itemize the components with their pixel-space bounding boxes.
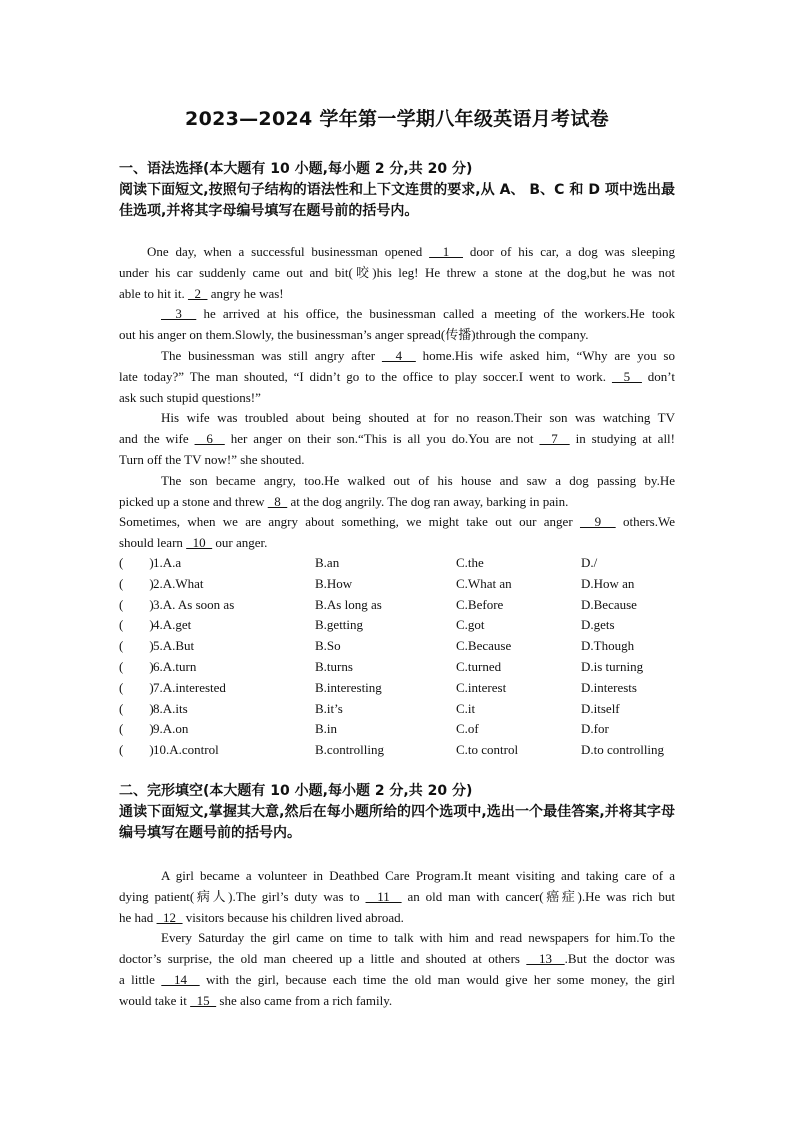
answer-bracket[interactable]: ( ) bbox=[119, 679, 154, 695]
answer-blank: 15 bbox=[190, 992, 217, 1008]
answer-bracket[interactable]: ( ) bbox=[119, 721, 154, 737]
answer-bracket[interactable]: ( ) bbox=[119, 742, 154, 758]
answer-blank: 10 bbox=[186, 535, 213, 551]
option-b: B.in bbox=[315, 721, 338, 737]
passage-line: late today?” The man shouted, “I didn’t go to the office to play soccer.I went to work. 5 don’t bbox=[119, 368, 675, 384]
question-row bbox=[119, 678, 675, 699]
option-c: C.Before bbox=[456, 596, 504, 612]
answer-blank: 4 bbox=[381, 347, 416, 363]
passage-line: would take it 15 she also came from a rich family. bbox=[119, 992, 393, 1008]
passage-line: and the wife 6 her anger on their son.“This is all you do.You are not 7 in studying at all! bbox=[119, 431, 675, 447]
option-b: B.turns bbox=[315, 658, 353, 674]
question-row bbox=[119, 595, 675, 616]
answer-blank: 5 bbox=[611, 368, 642, 384]
question-row bbox=[119, 553, 675, 574]
option-c: C.Because bbox=[456, 638, 512, 654]
option-b: B.How bbox=[315, 575, 353, 591]
option-d: D.itself bbox=[581, 700, 620, 716]
section1-passage bbox=[119, 242, 675, 554]
option-d: D.for bbox=[581, 721, 609, 737]
answer-blank: 13 bbox=[526, 951, 565, 967]
answer-blank: 7 bbox=[539, 431, 570, 447]
option-c: C.to control bbox=[456, 742, 519, 758]
option-c: C.What an bbox=[456, 575, 512, 591]
answer-blank: 11 bbox=[365, 888, 402, 904]
page-title: 2023—2024 学年第一学期八年级英语月考试卷 bbox=[185, 108, 609, 130]
option-d: D.Though bbox=[581, 638, 635, 654]
passage-line: One day, when a successful businessman opened 1 door of his car, a dog was sleeping bbox=[147, 244, 676, 259]
option-b: B.getting bbox=[315, 617, 364, 633]
passage-line: should learn 10 our anger. bbox=[119, 535, 268, 551]
option-d: D.is turning bbox=[581, 658, 644, 674]
option-c: C.interest bbox=[456, 679, 507, 695]
option-b: B.interesting bbox=[315, 679, 382, 695]
question-row bbox=[119, 740, 675, 761]
question-row bbox=[119, 636, 675, 657]
answer-bracket[interactable]: ( ) bbox=[119, 617, 154, 633]
question-row bbox=[119, 657, 675, 678]
answer-blank: 1 bbox=[429, 244, 463, 259]
answer-blank: 14 bbox=[161, 971, 200, 987]
passage-line: ask such stupid questions!” bbox=[119, 389, 261, 405]
question-row bbox=[119, 574, 675, 595]
option-d: D.Because bbox=[581, 596, 637, 612]
option-b: B.it’s bbox=[315, 700, 343, 716]
option-c: C.it bbox=[456, 700, 476, 716]
answer-blank: 6 bbox=[194, 431, 225, 447]
passage-line: doctor’s surprise, the old man cheered up a little and shouted at others 13 .But the doctor was bbox=[119, 951, 675, 967]
answer-blank: 3 bbox=[161, 306, 197, 322]
option-b: B.controlling bbox=[315, 742, 384, 758]
answer-bracket[interactable]: ( ) bbox=[119, 700, 154, 716]
option-c: C.turned bbox=[456, 658, 502, 674]
answer-blank: 12 bbox=[156, 909, 183, 925]
option-b: B.As long as bbox=[315, 596, 382, 612]
answer-blank: 9 bbox=[579, 514, 616, 530]
passage-line: 3 he arrived at his office, the businessman called a meeting of the workers.He took bbox=[161, 306, 675, 322]
passage-line: out his anger on them.Slowly, the businessman’s anger spread(传播)through the company. bbox=[119, 327, 589, 343]
option-d: D.interests bbox=[581, 679, 637, 695]
passage-line: Every Saturday the girl came on time to talk with him and read newspapers for him.To the bbox=[161, 930, 675, 946]
option-a: 2.A.What bbox=[153, 575, 204, 591]
option-a: 8.A.its bbox=[153, 700, 188, 716]
answer-bracket[interactable]: ( ) bbox=[119, 555, 154, 570]
answer-blank: 8 bbox=[267, 493, 288, 509]
option-a: 4.A.get bbox=[153, 617, 192, 633]
option-a: 1.A.a bbox=[153, 555, 182, 570]
option-d: D./ bbox=[581, 555, 598, 570]
answer-blank: 2 bbox=[187, 285, 208, 301]
option-c: C.got bbox=[456, 617, 485, 633]
option-a: 3.A. As soon as bbox=[153, 596, 235, 612]
question-row bbox=[119, 699, 675, 720]
passage-line: The businessman was still angry after 4 home.His wife asked him, “Why are you so bbox=[161, 347, 675, 363]
option-a: 10.A.control bbox=[153, 742, 219, 758]
passage-line: able to hit it. 2 angry he was! bbox=[119, 285, 284, 301]
answer-bracket[interactable]: ( ) bbox=[119, 596, 154, 612]
passage-line: Sometimes, when we are angry about something, we might take out our anger 9 others.We bbox=[119, 514, 675, 530]
option-d: D.to controlling bbox=[581, 742, 665, 758]
section1-options bbox=[119, 553, 675, 761]
option-a: 5.A.But bbox=[153, 638, 195, 654]
passage-line: dying patient(病人).The girl’s duty was to 11 an old man with cancer(癌症).He was rich but bbox=[119, 888, 675, 904]
question-row bbox=[119, 615, 675, 636]
passage-line: picked up a stone and threw 8 at the dog angrily. The dog ran away, barking in pain. bbox=[119, 493, 569, 509]
section2-instructions: 通读下面短文,掌握其大意,然后在每小题所给的四个选项中,选出一个最佳答案,并将其字母编号填写在题号前的括号内。 bbox=[119, 804, 675, 841]
passage-line: he had 12 visitors because his children lived abroad. bbox=[119, 909, 404, 925]
answer-bracket[interactable]: ( ) bbox=[119, 575, 154, 591]
option-a: 7.A.interested bbox=[153, 679, 226, 695]
option-c: C.of bbox=[456, 721, 479, 737]
option-d: D.gets bbox=[581, 617, 615, 633]
section1-instructions: 阅读下面短文,按照句子结构的语法性和上下文连贯的要求,从 A、 B、C 和 D 项中选出最佳选项,并将其字母编号填写在题号前的括号内。 bbox=[119, 182, 675, 219]
section2-heading: 二、完形填空(本大题有 10 小题,每小题 2 分,共 20 分) bbox=[119, 783, 473, 799]
answer-bracket[interactable]: ( ) bbox=[119, 638, 154, 654]
passage-line: under his car suddenly came out and bit(咬)his leg! He threw a stone at the dog,but he was not bbox=[119, 264, 675, 280]
passage-line: Turn off the TV now!” she shouted. bbox=[119, 451, 305, 467]
option-b: B.an bbox=[315, 555, 340, 570]
option-c: C.the bbox=[456, 555, 484, 570]
section2-passage bbox=[119, 866, 675, 1012]
passage-line: His wife was troubled about being shouted at for no reason.Their son was watching TV bbox=[161, 410, 675, 426]
option-a: 6.A.turn bbox=[153, 658, 197, 674]
passage-line: a little 14 with the girl, because each time the old man would give her some money, the girl bbox=[119, 971, 676, 987]
section1-heading: 一、语法选择(本大题有 10 小题,每小题 2 分,共 20 分) bbox=[119, 161, 473, 177]
option-a: 9.A.on bbox=[153, 721, 189, 737]
option-b: B.So bbox=[315, 638, 341, 654]
passage-line: The son became angry, too.He walked out of his house and saw a dog passing by.He bbox=[161, 472, 675, 488]
option-d: D.How an bbox=[581, 575, 635, 591]
answer-bracket[interactable]: ( ) bbox=[119, 658, 154, 674]
passage-line: A girl became a volunteer in Deathbed Care Program.It meant visiting and taking care of a bbox=[161, 868, 675, 883]
question-row bbox=[119, 719, 675, 740]
